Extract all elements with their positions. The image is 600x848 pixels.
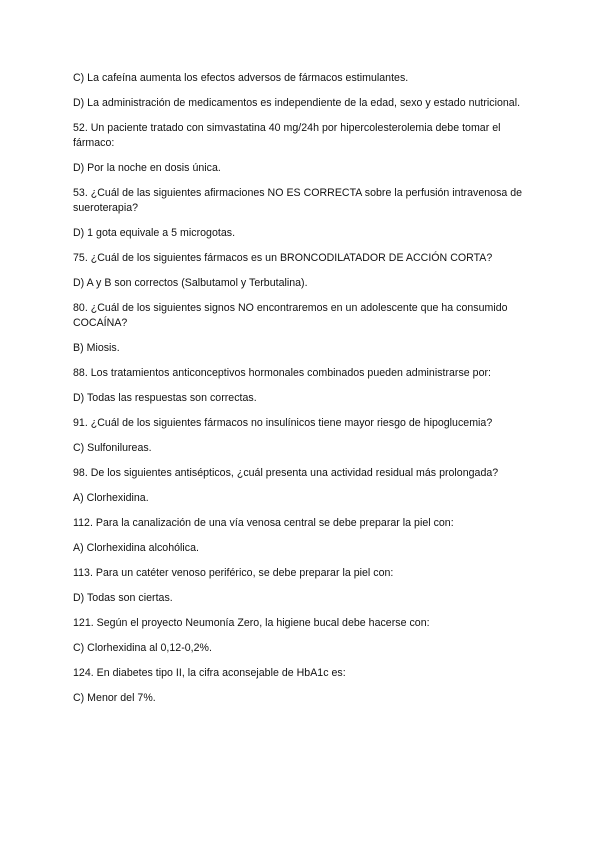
- question-text: 124. En diabetes tipo II, la cifra aconsejable de HbA1c es:: [73, 667, 346, 679]
- question-text: 112. Para la canalización de una vía venosa central se debe preparar la piel con:: [73, 517, 454, 529]
- answer-option: D) A y B son correctos (Salbutamol y Terbutalina).: [73, 277, 308, 289]
- answer-option: D) 1 gota equivale a 5 microgotas.: [73, 227, 236, 239]
- answer-option: D) Todas las respuestas son correctas.: [73, 392, 257, 404]
- question-text: 88. Los tratamientos anticonceptivos hormonales combinados pueden administrarse por:: [73, 367, 492, 379]
- answer-option: D) La administración de medicamentos es independiente de la edad, sexo y estado nutricional.: [73, 97, 521, 109]
- question-text: 75. ¿Cuál de los siguientes fármacos es un BRONCODILATADOR DE ACCIÓN CORTA?: [73, 252, 493, 264]
- question-text: 53. ¿Cuál de las siguientes afirmaciones NO ES CORRECTA sobre la perfusión intravenosa de sueroterapia?: [73, 187, 523, 214]
- question-text: 113. Para un catéter venoso periférico, se debe preparar la piel con:: [73, 567, 394, 579]
- question-text: 98. De los siguientes antisépticos, ¿cuál presenta una actividad residual más prolongada?: [73, 467, 499, 479]
- document-page: [73, 71, 533, 716]
- answer-option: B) Miosis.: [73, 342, 120, 354]
- answer-option: C) Menor del 7%.: [73, 692, 156, 704]
- question-text: 121. Según el proyecto Neumonía Zero, la higiene bucal debe hacerse con:: [73, 617, 430, 629]
- answer-option: A) Clorhexidina alcohólica.: [73, 542, 199, 554]
- answer-option: D) Todas son ciertas.: [73, 592, 173, 604]
- question-text: 80. ¿Cuál de los siguientes signos NO encontraremos en un adolescente que ha consumido COCAÍNA?: [73, 302, 508, 329]
- answer-option: C) Sulfonilureas.: [73, 442, 152, 454]
- question-text: 91. ¿Cuál de los siguientes fármacos no insulínicos tiene mayor riesgo de hipoglucemia?: [73, 417, 493, 429]
- answer-option: C) Clorhexidina al 0,12-0,2%.: [73, 642, 212, 654]
- question-text: 52. Un paciente tratado con simvastatina 40 mg/24h por hipercolesterolemia debe tomar el fármaco:: [73, 122, 501, 149]
- answer-option: A) Clorhexidina.: [73, 492, 149, 504]
- answer-option: C) La cafeína aumenta los efectos adversos de fármacos estimulantes.: [73, 72, 409, 84]
- answer-option: D) Por la noche en dosis única.: [73, 162, 221, 174]
